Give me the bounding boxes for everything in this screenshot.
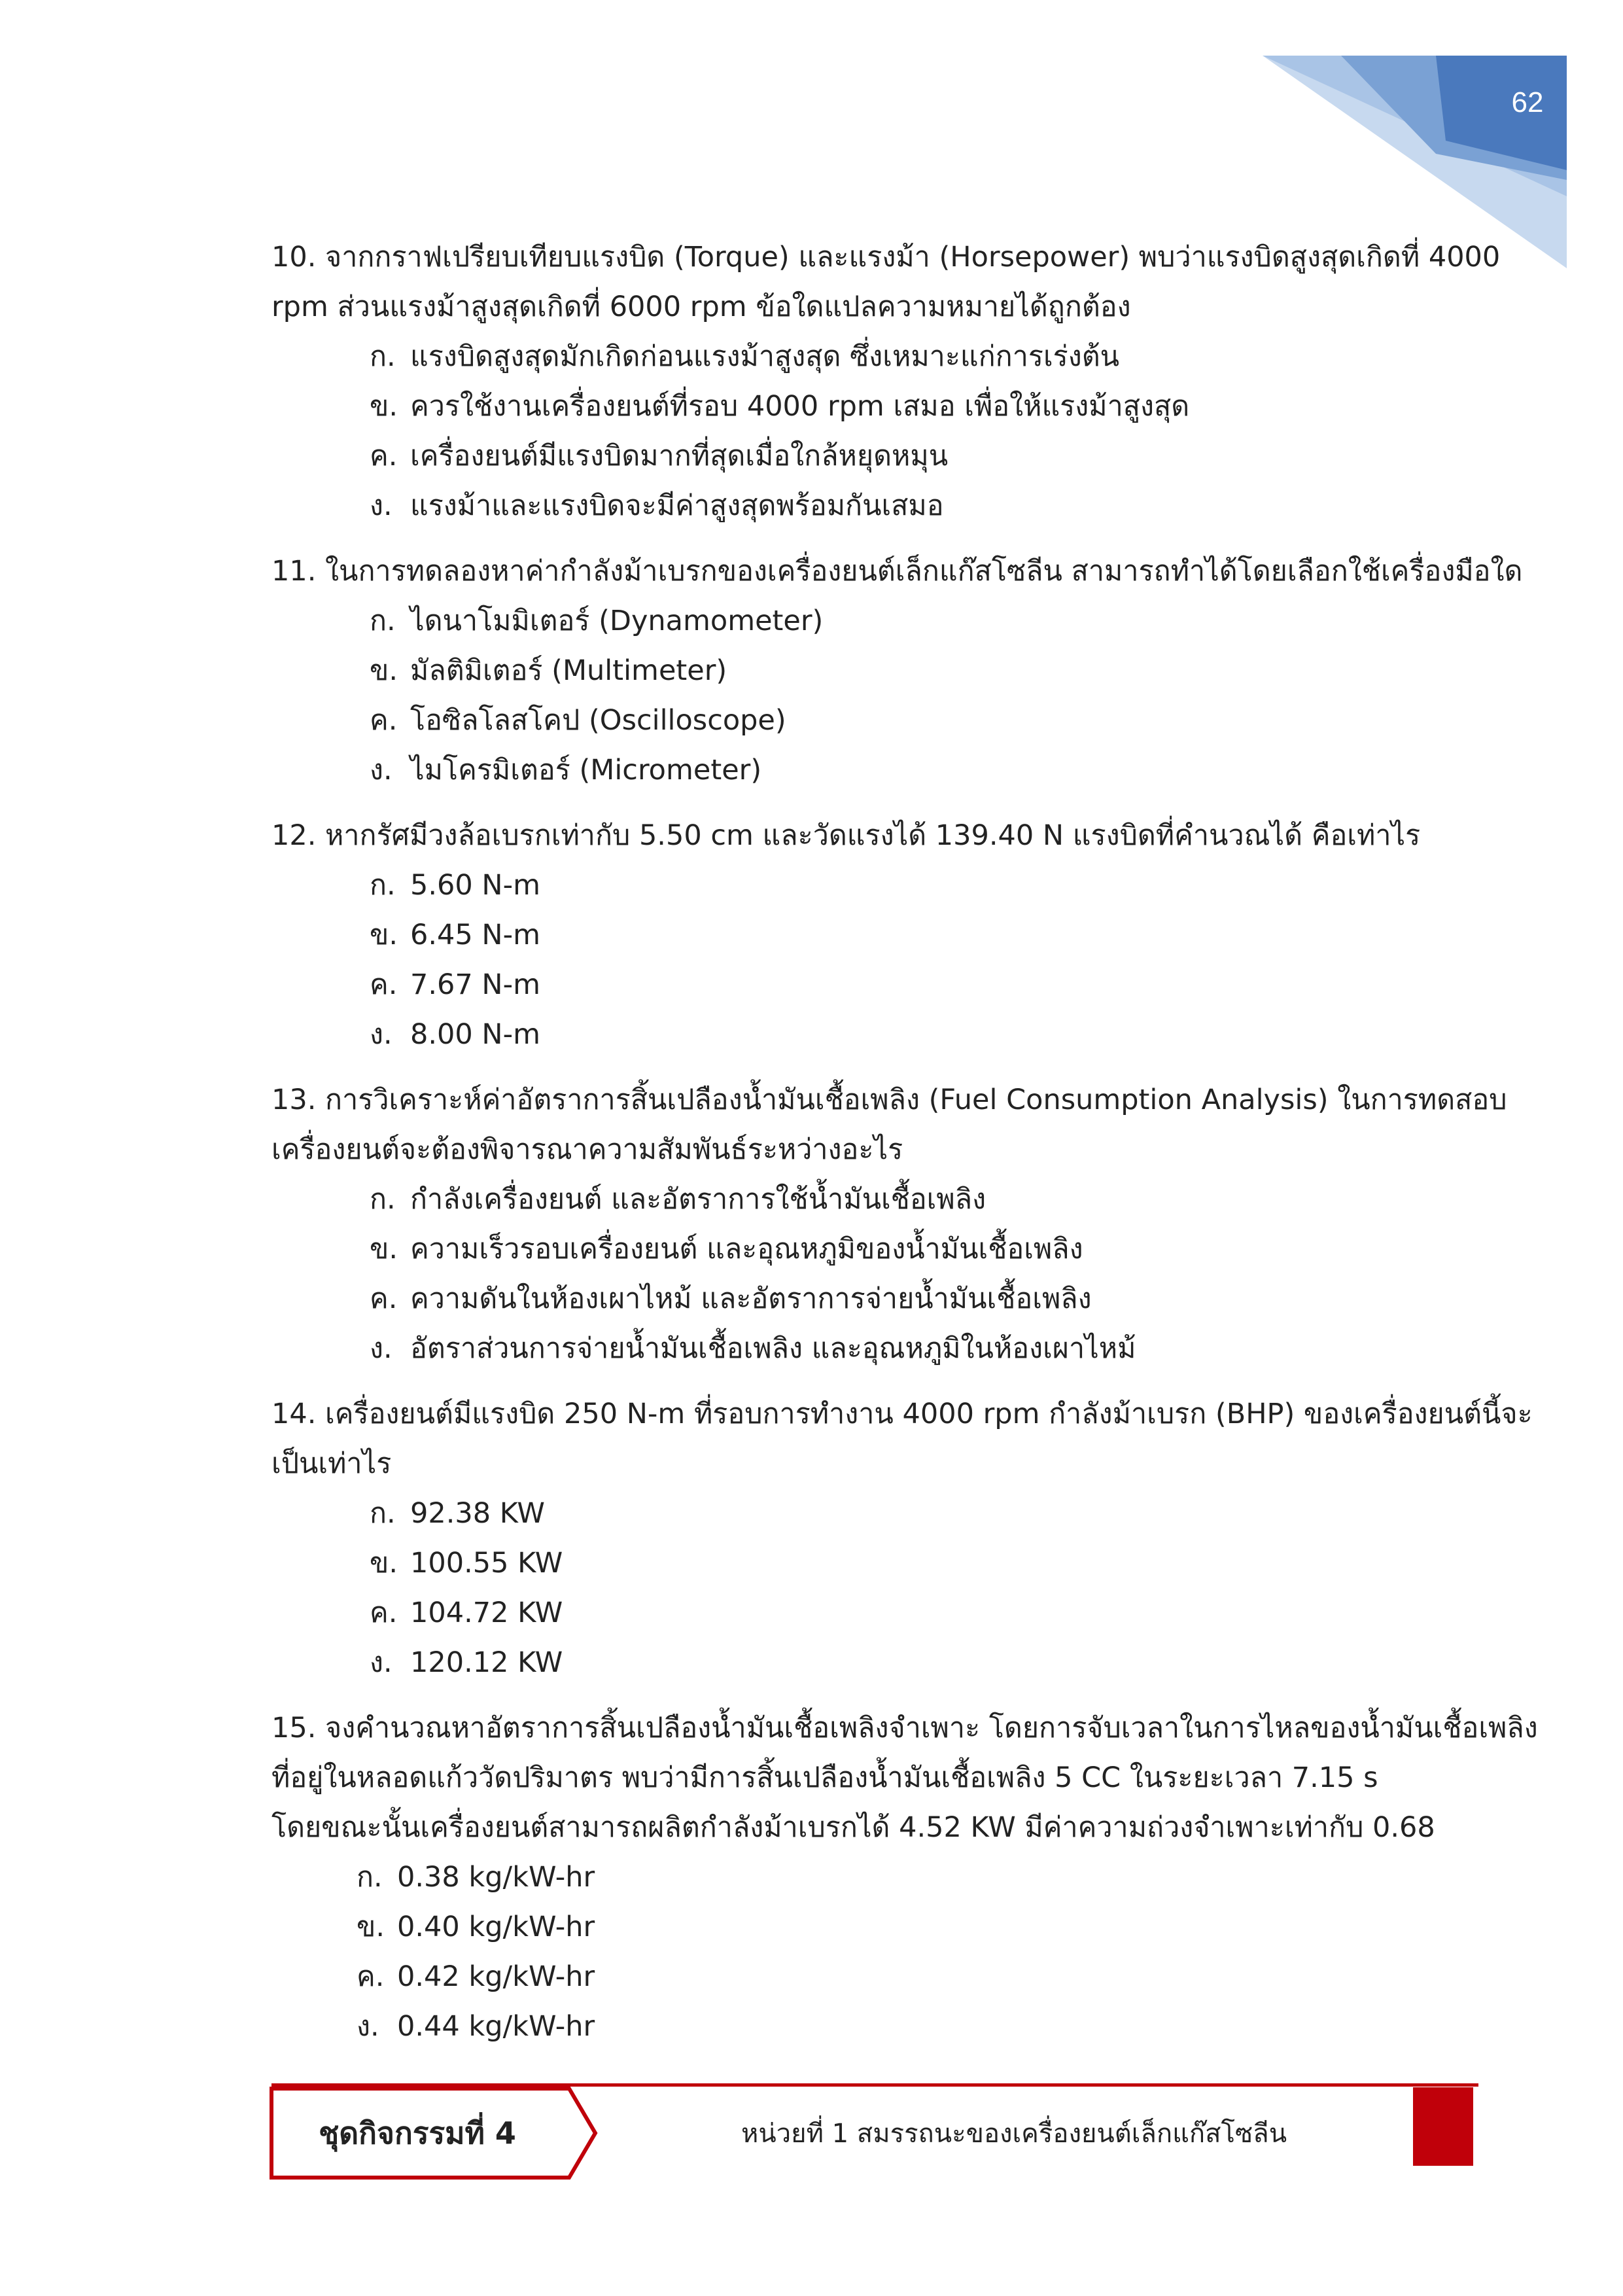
option-text: 0.38 kg/kW-hr — [397, 1861, 595, 1894]
option-text: 6.45 N-m — [410, 919, 540, 951]
option-text: 92.38 KW — [410, 1497, 545, 1530]
question-text: 11. ในการทดลองหาค่ากำลังม้าเบรกของเครื่องยนต์เล็กแก๊สโซลีน สามารถทำได้โดยเลือกใช้เครื่องมือใด — [271, 555, 1523, 588]
option-letter: ข. — [370, 1233, 398, 1265]
question-text: rpm ส่วนแรงม้าสูงสุดเกิดที่ 6000 rpm ข้อใดแปลความหมายได้ถูกต้อง — [271, 291, 1131, 323]
answer-option — [271, 1274, 1488, 1324]
answer-option — [271, 1852, 1488, 1902]
answer-option — [271, 1324, 1488, 1373]
answer-option — [271, 1952, 1488, 2002]
question-text: 10. จากกราฟเปรียบเทียบแรงบิด (Torque) และแรงม้า (Horsepower) พบว่าแรงบิดสูงสุดเกิดที่ 4000 — [271, 241, 1501, 274]
answer-option — [271, 910, 1488, 960]
option-letter: ค. — [357, 1960, 385, 1993]
option-letter: ง. — [357, 2010, 379, 2043]
answer-option — [271, 696, 1488, 745]
question-text: 12. หากรัศมีวงล้อเบรกเท่ากับ 5.50 cm และวัดแรงได้ 139.40 N แรงบิดที่คำนวณได้ คือเท่าไร — [271, 819, 1421, 852]
answer-option — [271, 431, 1488, 481]
option-text: 5.60 N-m — [410, 869, 540, 902]
answer-option — [271, 1902, 1488, 1952]
question-text: 13. การวิเคราะห์ค่าอัตราการสิ้นเปลืองน้ำมันเชื้อเพลิง (Fuel Consumption Analysis) ในการทดสอบ — [271, 1084, 1507, 1116]
option-letter: ง. — [370, 1018, 393, 1051]
option-text: อัตราส่วนการจ่ายน้ำมันเชื้อเพลิง และอุณหภูมิในห้องเผาไหม้ — [410, 1332, 1136, 1365]
question-text: ที่อยู่ในหลอดแก้ววัดปริมาตร พบว่ามีการสิ้นเปลืองน้ำมันเชื้อเพลิง 5 CC ในระยะเวลา 7.15 s — [271, 1761, 1378, 1794]
option-letter: ค. — [370, 440, 398, 472]
question-12 — [271, 811, 1488, 1059]
option-letter: ข. — [370, 1547, 398, 1580]
answer-option — [271, 1588, 1488, 1638]
question-text: เครื่องยนต์จะต้องพิจารณาความสัมพันธ์ระหว่างอะไร — [271, 1133, 903, 1166]
option-letter: ค. — [370, 704, 398, 737]
option-letter: ข. — [357, 1911, 385, 1943]
option-text: เครื่องยนต์มีแรงบิดมากที่สุดเมื่อใกล้หยุดหมุน — [410, 440, 949, 472]
option-text: 120.12 KW — [410, 1646, 563, 1679]
option-letter: ค. — [370, 1597, 398, 1629]
option-letter: ข. — [370, 919, 398, 951]
answer-option — [271, 860, 1488, 910]
option-text: ความเร็วรอบเครื่องยนต์ และอุณหภูมิของน้ำมันเชื้อเพลิง — [410, 1233, 1083, 1265]
option-letter: ค. — [370, 1282, 398, 1315]
option-text: มัลติมิเตอร์ (Multimeter) — [410, 654, 727, 687]
question-10 — [271, 232, 1501, 531]
question-13 — [271, 1075, 1507, 1373]
question-14 — [271, 1389, 1533, 1687]
answer-option — [271, 960, 1488, 1010]
option-letter: ง. — [370, 1332, 393, 1365]
option-letter: ก. — [370, 869, 396, 902]
answer-option — [271, 1010, 1488, 1059]
answer-option — [271, 332, 1488, 381]
answer-option — [271, 1638, 1488, 1687]
question-text: 15. จงคำนวณหาอัตราการสิ้นเปลืองน้ำมันเชื้อเพลิงจำเพาะ โดยการจับเวลาในการไหลของน้ำมันเชื้อเพลิง — [271, 1712, 1538, 1744]
answer-option — [271, 1224, 1488, 1274]
option-text: ไมโครมิเตอร์ (Micrometer) — [410, 754, 762, 786]
option-text: โอซิลโลสโคป (Oscilloscope) — [410, 704, 786, 737]
option-letter: ก. — [370, 1183, 396, 1216]
option-text: แรงม้าและแรงบิดจะมีค่าสูงสุดพร้อมกันเสมอ — [410, 489, 944, 522]
question-text: โดยขณะนั้นเครื่องยนต์สามารถผลิตกำลังม้าเบรกได้ 4.52 KW มีค่าความถ่วงจำเพาะเท่ากับ 0.68 — [271, 1811, 1435, 1844]
option-text: 0.40 kg/kW-hr — [397, 1911, 595, 1943]
question-list — [271, 232, 1538, 2067]
question-15 — [271, 1703, 1538, 2051]
answer-option — [271, 1489, 1488, 1538]
question-11 — [271, 546, 1523, 795]
option-text: 0.42 kg/kW-hr — [397, 1960, 595, 1993]
answer-option — [271, 1174, 1488, 1224]
option-text: ความดันในห้องเผาไหม้ และอัตราการจ่ายน้ำมันเชื้อเพลิง — [410, 1282, 1092, 1315]
answer-option — [271, 2002, 1488, 2051]
unit-title: หน่วยที่ 1 สมรรถนะของเครื่องยนต์เล็กแก๊สโซลีน — [741, 2119, 1287, 2149]
option-text: 8.00 N-m — [410, 1018, 540, 1051]
answer-option — [271, 596, 1488, 646]
activity-label: ชุดกิจกรรมที่ 4 — [319, 2115, 516, 2151]
option-text: 7.67 N-m — [410, 968, 540, 1001]
option-letter: ง. — [370, 489, 393, 522]
option-letter: ข. — [370, 654, 398, 687]
question-text: 14. เครื่องยนต์มีแรงบิด 250 N-m ที่รอบการทำงาน 4000 rpm กำลังม้าเบรก (BHP) ของเครื่องยนต์นี้จะ — [271, 1398, 1533, 1430]
option-letter: ง. — [370, 754, 393, 786]
option-letter: ก. — [357, 1861, 383, 1894]
option-text: แรงบิดสูงสุดมักเกิดก่อนแรงม้าสูงสุด ซึ่งเหมาะแก่การเร่งต้น — [410, 340, 1120, 373]
option-text: ควรใช้งานเครื่องยนต์ที่รอบ 4000 rpm เสมอ เพื่อให้แรงม้าสูงสุด — [410, 390, 1190, 423]
answer-option — [271, 646, 1488, 696]
answer-option — [271, 1538, 1488, 1588]
option-letter: ก. — [370, 1497, 396, 1530]
option-text: 0.44 kg/kW-hr — [397, 2010, 595, 2043]
option-letter: ข. — [370, 390, 398, 423]
question-text: เป็นเท่าไร — [271, 1447, 392, 1480]
option-text: ไดนาโมมิเตอร์ (Dynamometer) — [410, 605, 824, 637]
option-letter: ค. — [370, 968, 398, 1001]
option-text: 104.72 KW — [410, 1597, 563, 1629]
option-letter: ง. — [370, 1646, 393, 1679]
option-letter: ก. — [370, 340, 396, 373]
page-number: 62 — [1511, 86, 1544, 118]
answer-option — [271, 745, 1488, 795]
footer-accent-block — [1413, 2087, 1473, 2166]
answer-option — [271, 481, 1488, 531]
option-text: 100.55 KW — [410, 1547, 563, 1580]
option-letter: ก. — [370, 605, 396, 637]
answer-option — [271, 381, 1488, 431]
option-text: กำลังเครื่องยนต์ และอัตราการใช้น้ำมันเชื้อเพลิง — [410, 1183, 986, 1216]
